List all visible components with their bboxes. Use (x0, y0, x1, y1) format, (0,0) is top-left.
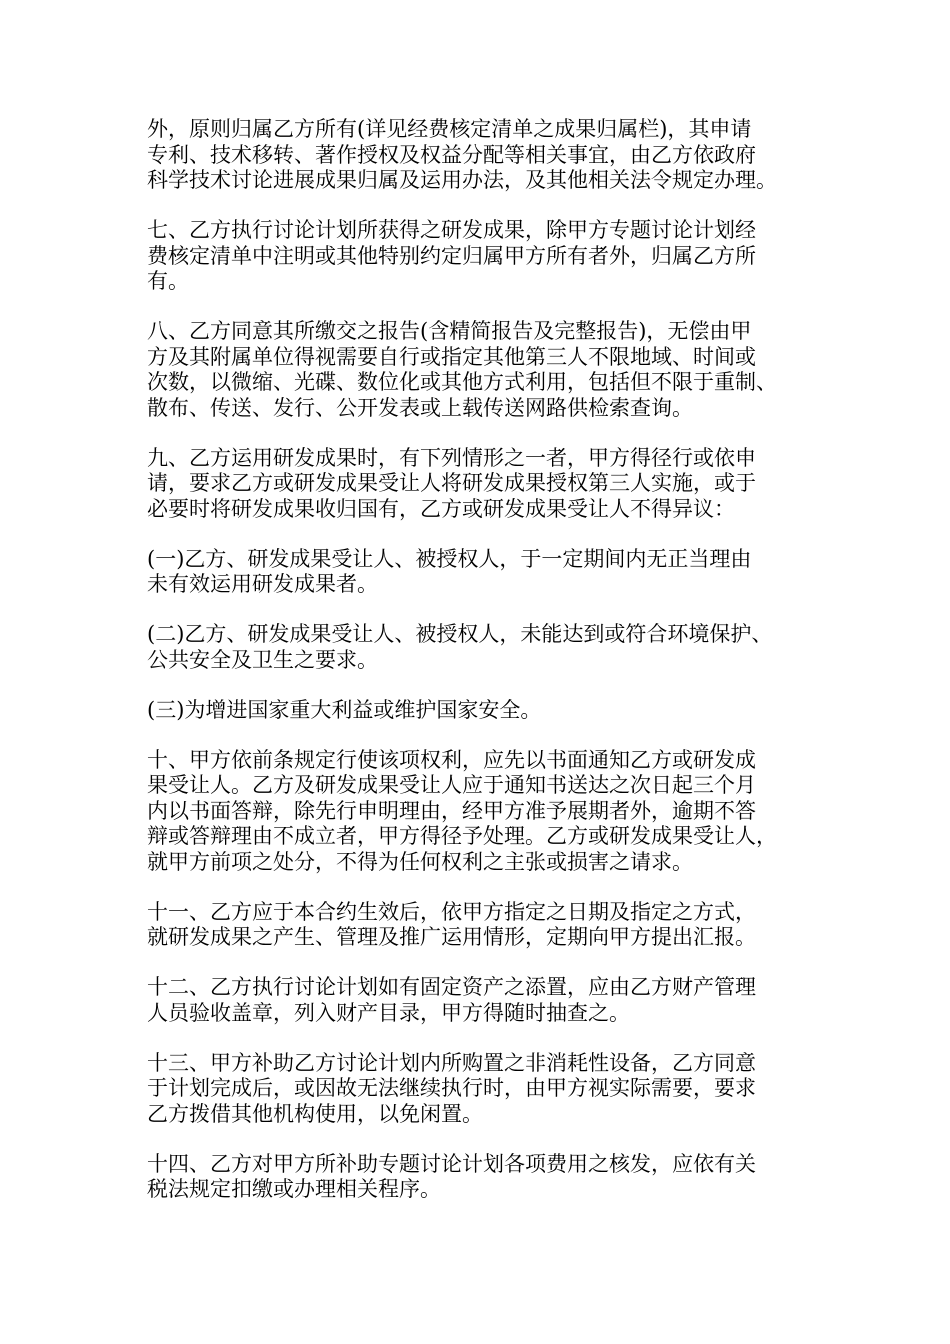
text-line: 于计划完成后，或因故无法继续执行时，由甲方视实际需要，要求 (147, 1076, 756, 1100)
text-line: 外，原则归属乙方所有(详见经费核定清单之成果归属栏)，其申请 (147, 117, 752, 141)
text-line: (三)为增进国家重大利益或维护国家安全。 (147, 697, 542, 722)
text-line: 有。 (147, 269, 189, 293)
text-line: 请，要求乙方或研发成果受让人将研发成果授权第三人实施，或于 (147, 471, 756, 495)
text-line: 十四、乙方对甲方所补助专题讨论计划各项费用之核发，应依有关 (147, 1151, 756, 1176)
text-line: 公共安全及卫生之要求。 (147, 647, 378, 672)
paragraph-item-1 (147, 547, 807, 598)
text-line: 辩或答辩理由不成立者，甲方得径予处理。乙方或研发成果受让人， (147, 824, 777, 848)
paragraph-item-2 (147, 622, 807, 673)
text-line: 十一、乙方应于本合约生效后，依甲方指定之日期及指定之方式， (147, 899, 756, 924)
text-line: 十三、甲方补助乙方讨论计划内所购置之非消耗性设备，乙方同意 (147, 1050, 756, 1075)
paragraph-clause-14 (147, 1152, 807, 1203)
text-line: 费核定清单中注明或其他特别约定归属甲方所有者外，归属乙方所 (147, 243, 756, 268)
text-line: 八、乙方同意其所缴交之报告(含精简报告及完整报告)，无偿由甲 (147, 319, 752, 343)
paragraph-clause-13 (147, 1051, 807, 1128)
paragraph-clause-11 (147, 900, 807, 951)
text-line: 果受让人。乙方及研发成果受让人应于通知书送达之次日起三个月 (147, 773, 756, 797)
paragraph-clause-12 (147, 975, 807, 1026)
text-line: 十、甲方依前条规定行使该项权利，应先以书面通知乙方或研发成 (147, 747, 756, 772)
text-line: 税法规定扣缴或办理相关程序。 (147, 1177, 441, 1201)
text-line: 方及其附属单位得视需要自行或指定其他第三人不限地域、时间或 (147, 344, 756, 369)
text-line: 人员验收盖章，列入财产目录，甲方得随时抽查之。 (147, 1000, 630, 1025)
paragraph-clause-8 (147, 319, 807, 421)
paragraph-clause-10 (147, 748, 807, 876)
paragraph-clause-7 (147, 218, 807, 295)
text-line: 十二、乙方执行讨论计划如有固定资产之添置，应由乙方财产管理 (147, 975, 756, 999)
text-line: 散布、传送、发行、公开发表或上载传送网路供检索查询。 (147, 395, 693, 420)
text-line: 未有效运用研发成果者。 (147, 572, 378, 596)
text-line: 专利、技术移转、著作授权及权益分配等相关事宜，由乙方依政府 (147, 142, 756, 167)
paragraph-clause-9 (147, 446, 807, 523)
text-line: 乙方拨借其他机构使用，以免闲置。 (147, 1101, 483, 1126)
text-line: 必要时将研发成果收归国有，乙方或研发成果受让人不得异议： (147, 496, 735, 521)
paragraph-item-3 (147, 698, 807, 724)
text-line: 就甲方前项之处分，不得为任何权利之主张或损害之请求。 (147, 849, 693, 874)
text-line: 科学技术讨论进展成果归属及运用办法，及其他相关法令规定办理。 (147, 168, 777, 192)
text-line: 就研发成果之产生、管理及推广运用情形，定期向甲方提出汇报。 (147, 925, 756, 949)
paragraph-outcome-ownership (147, 117, 807, 194)
text-line: (一)乙方、研发成果受让人、被授权人，于一定期间内无正当理由 (147, 546, 752, 571)
text-line: 七、乙方执行讨论计划所获得之研发成果，除甲方专题讨论计划经 (147, 218, 756, 242)
text-line: 内以书面答辩，除先行申明理由，经甲方准予展期者外，逾期不答 (147, 798, 756, 823)
text-line: 次数，以微缩、光碟、数位化或其他方式利用，包括但不限于重制、 (147, 370, 777, 394)
text-line: (二)乙方、研发成果受让人、被授权人，未能达到或符合环境保护、 (147, 622, 773, 646)
document-page (147, 117, 807, 1227)
text-line: 九、乙方运用研发成果时，有下列情形之一者，甲方得径行或依申 (147, 445, 756, 470)
